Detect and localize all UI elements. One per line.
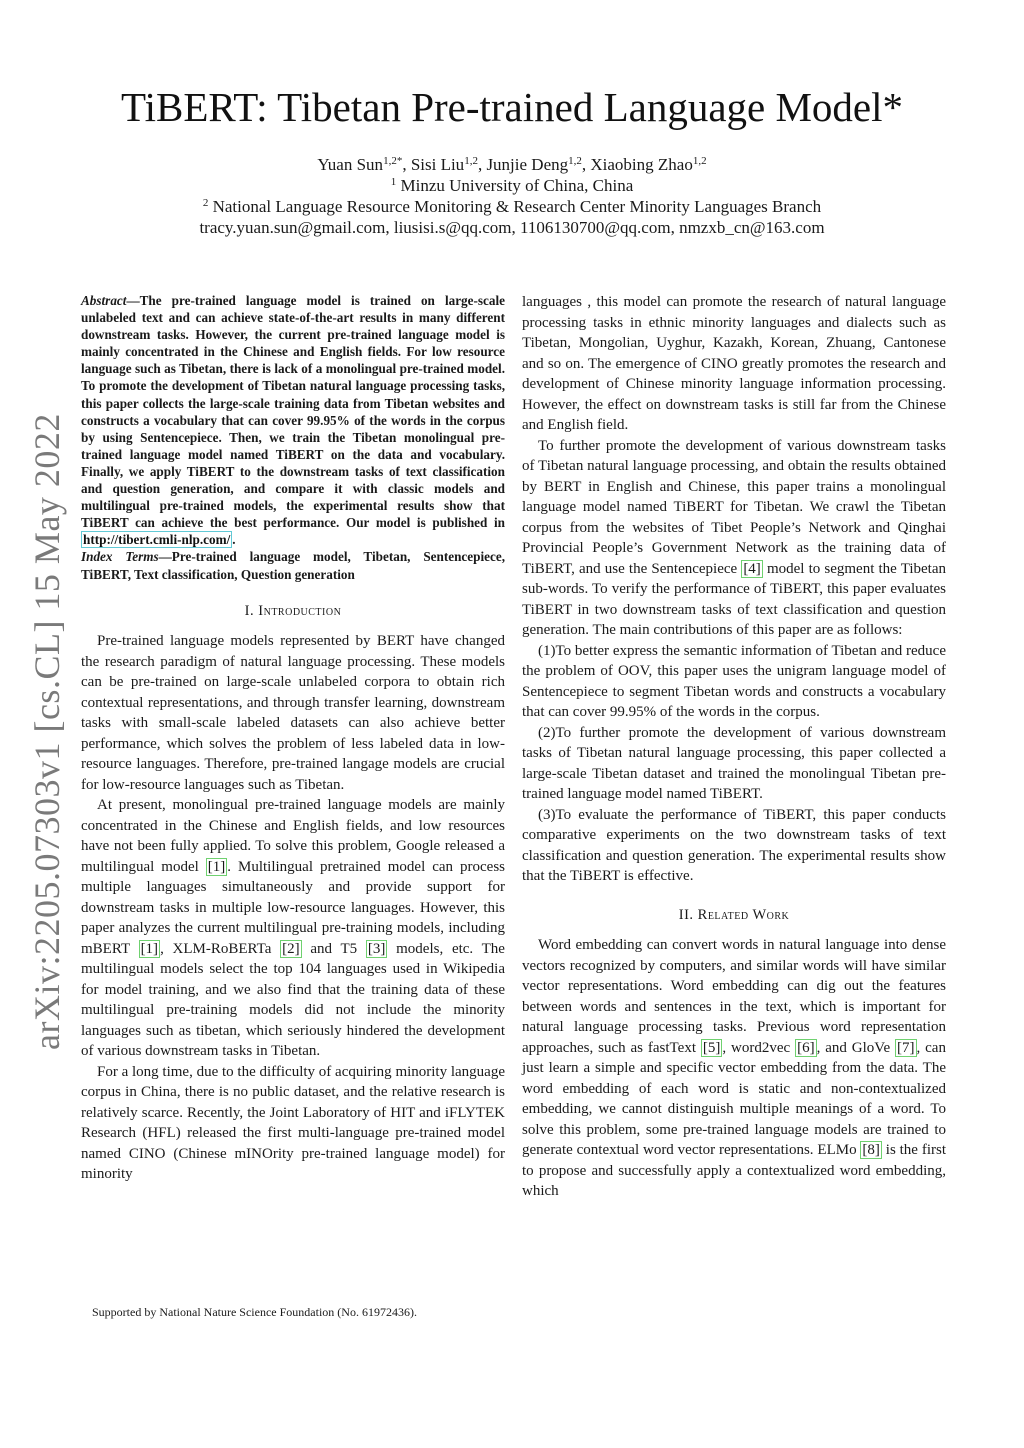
author-name: Sisi Liu <box>410 155 465 174</box>
author-name: Junjie Deng <box>486 155 569 174</box>
contribution-item: (2)To further promote the development of various downstream tasks of Tibetan natural language processing, this paper collected a large-scale Tibetan dataset and trained the monolingual Tibetan pre-trained language model named TiBERT. <box>522 724 946 802</box>
contribution-item: (3)To evaluate the performance of TiBERT, this paper conducts comparative experiments on the two downstream tasks of text classification and question generation. The experimental results show that the TiBERT is effective. <box>522 806 946 884</box>
left-column <box>81 292 505 1185</box>
author-names: Yuan Sun$^{1,2*}$, Sisi Liu$^{1,2}$, Junjie Deng$^{1,2}$, Xiaobing Zhao$^{1,2}$ <box>317 155 707 174</box>
index-terms-text: Pre-trained language model, Tibetan, Sentencepiece, TiBERT, Text classification, Question generation <box>81 549 505 582</box>
citation-link[interactable]: [3] <box>367 940 386 957</box>
body-paragraph: languages , this model can promote the research of natural language processing tasks in ethnic minority languages and dialects such as Tibetan, Mongolian, Uyghur, Kazakh, Korean, Zhuang, Cantonese and so on. The emergence of CINO greatly promotes the research and development of Chinese minority language information processing. However, the effect on downstream tasks is still far from the Chinese and English field. <box>522 294 946 433</box>
funding-footnote: Supported by National Nature Science Foundation (No. 61972436). <box>92 1305 417 1319</box>
citation-link[interactable]: [1] <box>207 858 226 875</box>
affiliation-marker: 1,2 <box>692 155 707 167</box>
author-block <box>0 154 1024 238</box>
intro-paragraph: For a long time, due to the difficulty of acquiring minority language corpus in China, there is no public dataset, and the relative research is relatively scarce. Recently, the Joint Laboratory of HIT and iFLYTEK Research (HFL) released the first multi-language pre-trained model named CINO (Chinese mINOrity pre-trained language model) for minority <box>81 1063 505 1183</box>
citation-link[interactable]: [2] <box>282 940 300 957</box>
arxiv-identifier: arXiv:2205.07303v1 [cs.CL] 15 May 2022 <box>27 413 67 1050</box>
related-work-paragraph: Word embedding can convert words in natural language into dense vectors recognized by computers, and similar words will have similar vector representations. Word embedding can dig out the features between words and sentences in the text, which is important for natural language processing tasks. Previous word representation approaches, such as fastText [5] , word2vec [6] , and GloVe [7] , can just learn a simple and specific vector embedding from the data. The word embedding of each word is static and non-contextualized embedding, we cannot distinguish multiple meanings of a word. To solve this problem, some pre-trained language models are trained to generate contextual word vector representations. ELMo [8] is the first to propose and successfully apply a contextualized word embedding, which <box>522 937 946 1199</box>
citation-link[interactable]: [5] <box>702 1039 721 1056</box>
affiliation-marker: 1,2 <box>568 155 582 167</box>
model-link[interactable]: http://tibert.cmli-nlp.com/ <box>83 532 231 548</box>
contribution-item: (1)To better express the semantic information of Tibetan and reduce the problem of OOV, this paper uses the unigram language model of Sentencepiece to segment Tibetan words and constructs a vocabulary that can cover 99.95% of the words in the corpus. <box>522 642 946 720</box>
paper-title: TiBERT: Tibetan Pre-trained Language Model* <box>120 84 904 130</box>
intro-paragraph: Pre-trained language models represented by BERT have changed the research paradigm of natural language processing. These models can be pre-trained on large-scale unlabeled corpora to obtain rich contextual representations, and through transfer learning, downstream tasks with small-scale labeled datasets can also achieve better performance, which solves the problem of less labeled data in low-resource languages. Therefore, pre-trained langage models are crucial for low-resource languages such as Tibetan. <box>81 633 505 793</box>
corresponding-mark: * <box>396 155 403 167</box>
affiliation-marker: 1,2 <box>383 155 397 167</box>
citation-link[interactable]: [1] <box>140 940 159 957</box>
section-heading-introduction: I. Introduction <box>244 602 342 619</box>
author-name: Xiaobing Zhao <box>590 155 693 174</box>
right-column <box>522 292 946 1202</box>
abstract-label: Abstract <box>81 293 127 308</box>
affiliation-marker: 1,2 <box>464 155 478 167</box>
author-emails: tracy.yuan.sun@gmail.com, liusisi.s@qq.com, 1106130700@qq.com, nmzxb_cn@163.com <box>199 218 825 237</box>
body-paragraph: To further promote the development of various downstream tasks of Tibetan natural language processing, and obtain the results obtained by BERT in English and Chinese, this paper trains a monolingual language model named TiBERT for Tibetan. We crawl the Tibetan corpus from the websites of Tibet People’s Network and Qinghai Provincial People’s Government Network as the training data of TiBERT, and use the Sentencepiece [4] model to segment the Tibetan sub-words. To verify the performance of TiBERT, this paper evaluates TiBERT in two downstream tasks of text classification and question generation. The main contributions of this paper are as follows: <box>522 437 946 638</box>
abstract: Abstract—The pre-trained language model is trained on large-scale unlabeled text and can achieve state-of-the-art results in many different downstream tasks. However, the current pre-trained language model is mainly concentrated in the Chinese and English fields. For low resource language such as Tibetan, there is lack of a monolingual pre-trained model. To promote the development of Tibetan natural language processing tasks, this paper collects the large-scale training data from Tibetan websites and constructs a vocabulary that can cover 99.95% of the words in the corpus by using Sentencepiece. Then, we train the Tibetan monolingual pre-trained language model named TiBERT on the data and vocabulary. Finally, we apply TiBERT to the downstream tasks of text classification and question generation, and compare it with classic models and multilingual pre-trained models, the experimental results show that TiBERT can achieve the best performance. Our model is published in http://tibert.cmli-nlp.com/ . Index Terms—Pre-trained language model, Tibetan, Sentencepiece, TiBERT, Text classification, Question generation <box>81 293 505 582</box>
citation-link[interactable]: [8] <box>862 1142 880 1158</box>
author-name: Yuan Sun <box>317 155 384 174</box>
citation-link[interactable]: [4] <box>743 560 761 577</box>
citation-link[interactable]: [7] <box>897 1039 915 1056</box>
intro-paragraph: At present, monolingual pre-trained language models are mainly concentrated in the Chinese and English fields, and low resources have not been fully applied. To solve this problem, Google released a multilingual model [1] . Multilingual pretrained model can process multiple languages simultaneously and provide support for downstream tasks in multiple low-resource languages. However, this paper analyzes the current multilingual pre-training models, including mBERT [1] , XLM-RoBERTa [2] and T5 [3] models, etc. The multilingual models select the top 104 languages used in Wikipedia for model training, and we also find that the training data of these multilingual pre-training models did not include the minority languages such as tibetan, which seriously hindered the development of various downstream tasks in Tibetan. <box>81 797 506 1060</box>
affiliation-2: $^2$ National Language Resource Monitoring & Research Center Minority Languages Branch <box>202 197 822 216</box>
affiliation-1: $^1$ Minzu University of China, China <box>390 176 634 195</box>
section-heading-related-work: II. Related Work <box>678 906 790 923</box>
citation-link[interactable]: [6] <box>797 1039 815 1056</box>
abstract-text: The pre-trained language model is trained on large-scale unlabeled text and can achieve state-of-the-art results in many different downstream tasks. However, the current pre-trained language model is mainly concentrated in the Chinese and English fields. For low resource language such as Tibetan, there is lack of a monolingual pre-trained model. To promote the development of Tibetan natural language processing tasks, this paper collects the large-scale training data from Tibetan websites and constructs a vocabulary that can cover 99.95% of the words in the corpus by using Sentencepiece. Then, we train the Tibetan monolingual pre-trained language model named TiBERT on the data and vocabulary. Finally, we apply TiBERT to the downstream tasks of text classification and question generation, and compare it with classic models and multilingual pre-trained models, the experimental results show that TiBERT can achieve the best performance. Our model is published in <box>81 293 505 531</box>
index-terms-label: Index Terms <box>81 549 159 565</box>
